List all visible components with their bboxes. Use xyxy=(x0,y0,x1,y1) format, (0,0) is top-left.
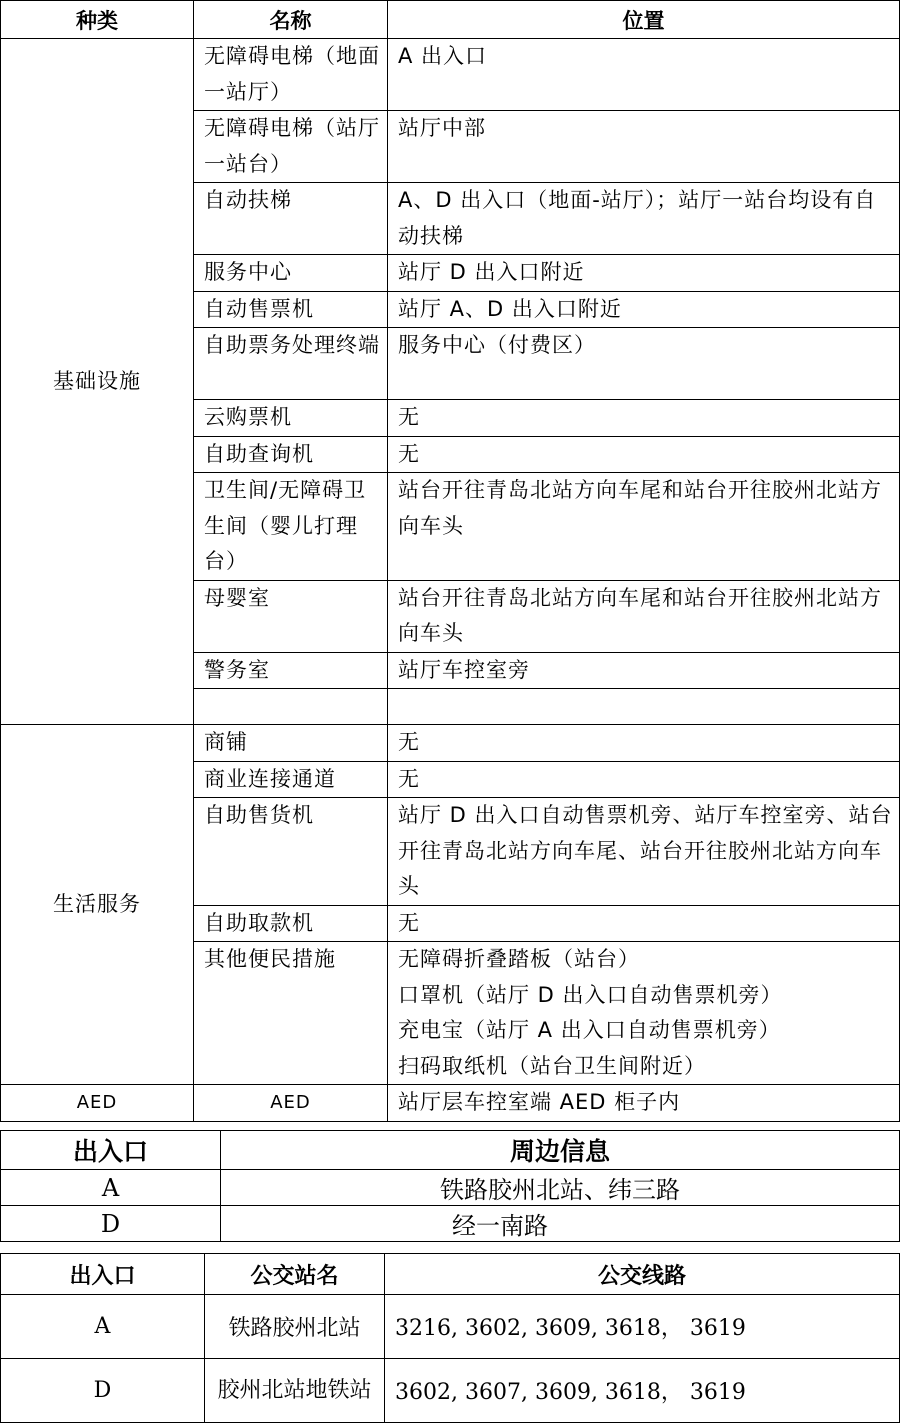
location-line: 口罩机（站厅 D 出入口自动售票机旁） xyxy=(398,982,783,1007)
table-row xyxy=(1,1206,900,1242)
header-exit: 出入口 xyxy=(1,1131,221,1170)
facility-location: 无 xyxy=(388,436,900,473)
facility-name: 卫生间/无障碍卫生间（婴儿打理台） xyxy=(194,473,388,581)
facility-name: 自助取款机 xyxy=(194,905,388,942)
facility-location xyxy=(388,942,900,1085)
facility-location: 站厅 D 出入口附近 xyxy=(388,255,900,292)
facility-name: 自助票务处理终端 xyxy=(194,328,388,400)
bus-routes: 3602, 3607, 3609, 3618， 3619 xyxy=(385,1359,900,1423)
facility-location: A 出入口 xyxy=(388,39,900,111)
location-line: 无障碍折叠踏板（站台） xyxy=(398,947,640,971)
facility-name: 母婴室 xyxy=(194,580,388,652)
exit-label: D xyxy=(1,1359,205,1423)
facility-location: 站厅 D 出入口自动售票机旁、站厅车控室旁、站台开往青岛北站方向车尾、站台开往胶州北站方向车头 xyxy=(388,798,900,906)
facility-location: 无 xyxy=(388,400,900,437)
table-row xyxy=(1,725,900,762)
table-header-row xyxy=(1,1254,900,1295)
header-name: 名称 xyxy=(194,1,388,39)
bus-table xyxy=(0,1253,900,1423)
facility-name: 云购票机 xyxy=(194,400,388,437)
surroundings-info: 铁路胶州北站、纬三路 xyxy=(221,1170,900,1206)
header-exit: 出入口 xyxy=(1,1254,205,1295)
exit-label: A xyxy=(1,1295,205,1359)
table-row xyxy=(1,1295,900,1359)
facility-name xyxy=(194,689,388,725)
exit-label: D xyxy=(1,1206,221,1242)
facility-location: 站厅中部 xyxy=(388,111,900,183)
location-line: 扫码取纸机（站台卫生间附近） xyxy=(398,1053,706,1078)
facility-name: 自动扶梯 xyxy=(194,183,388,255)
category-aed: AED xyxy=(1,1085,194,1122)
facility-location: A、D 出入口（地面-站厅）；站厅一站台均设有自动扶梯 xyxy=(388,183,900,255)
category-life: 生活服务 xyxy=(1,725,194,1085)
facility-name: 服务中心 xyxy=(194,255,388,292)
facility-location: 服务中心（付费区） xyxy=(388,328,900,400)
facility-location: 站台开往青岛北站方向车尾和站台开往胶州北站方向车头 xyxy=(388,580,900,652)
facility-name: 自助售货机 xyxy=(194,798,388,906)
facility-location: 站台开往青岛北站方向车尾和站台开往胶州北站方向车头 xyxy=(388,473,900,581)
header-location: 位置 xyxy=(388,1,900,39)
surroundings-info: 经一南路 xyxy=(221,1206,900,1242)
table-header-row xyxy=(1,1,900,39)
facility-location: 站厅车控室旁 xyxy=(388,652,900,689)
table-row xyxy=(1,1170,900,1206)
location-line: 充电宝（站厅 A 出入口自动售票机旁） xyxy=(398,1018,781,1042)
facility-name: 警务室 xyxy=(194,652,388,689)
facility-location: 站厅层车控室端 AED 柜子内 xyxy=(388,1085,900,1122)
table-header-row xyxy=(1,1131,900,1170)
bus-stop-name: 胶州北站地铁站 xyxy=(205,1359,385,1423)
table-row xyxy=(1,1359,900,1423)
table-row xyxy=(1,39,900,111)
facility-name: 商业连接通道 xyxy=(194,761,388,798)
facility-name: 其他便民措施 xyxy=(194,942,388,1085)
header-surroundings: 周边信息 xyxy=(221,1131,900,1170)
facility-name: 自动售票机 xyxy=(194,291,388,328)
facility-location: 站厅 A、D 出入口附近 xyxy=(388,291,900,328)
table-row xyxy=(1,1085,900,1122)
facility-name: 无障碍电梯（站厅一站台） xyxy=(194,111,388,183)
facility-name: 商铺 xyxy=(194,725,388,762)
facility-location: 无 xyxy=(388,761,900,798)
header-bus-stop: 公交站名 xyxy=(205,1254,385,1295)
bus-routes: 3216, 3602, 3609, 3618， 3619 xyxy=(385,1295,900,1359)
surroundings-table xyxy=(0,1130,900,1242)
facility-name: 自助查询机 xyxy=(194,436,388,473)
facility-location xyxy=(388,689,900,725)
facility-location: 无 xyxy=(388,725,900,762)
facility-name: 无障碍电梯（地面一站厅） xyxy=(194,39,388,111)
bus-stop-name: 铁路胶州北站 xyxy=(205,1295,385,1359)
header-bus-routes: 公交线路 xyxy=(385,1254,900,1295)
facility-location: 无 xyxy=(388,905,900,942)
category-basic: 基础设施 xyxy=(1,39,194,725)
exit-label: A xyxy=(1,1170,221,1206)
header-category: 种类 xyxy=(1,1,194,39)
facility-name: AED xyxy=(194,1085,388,1122)
